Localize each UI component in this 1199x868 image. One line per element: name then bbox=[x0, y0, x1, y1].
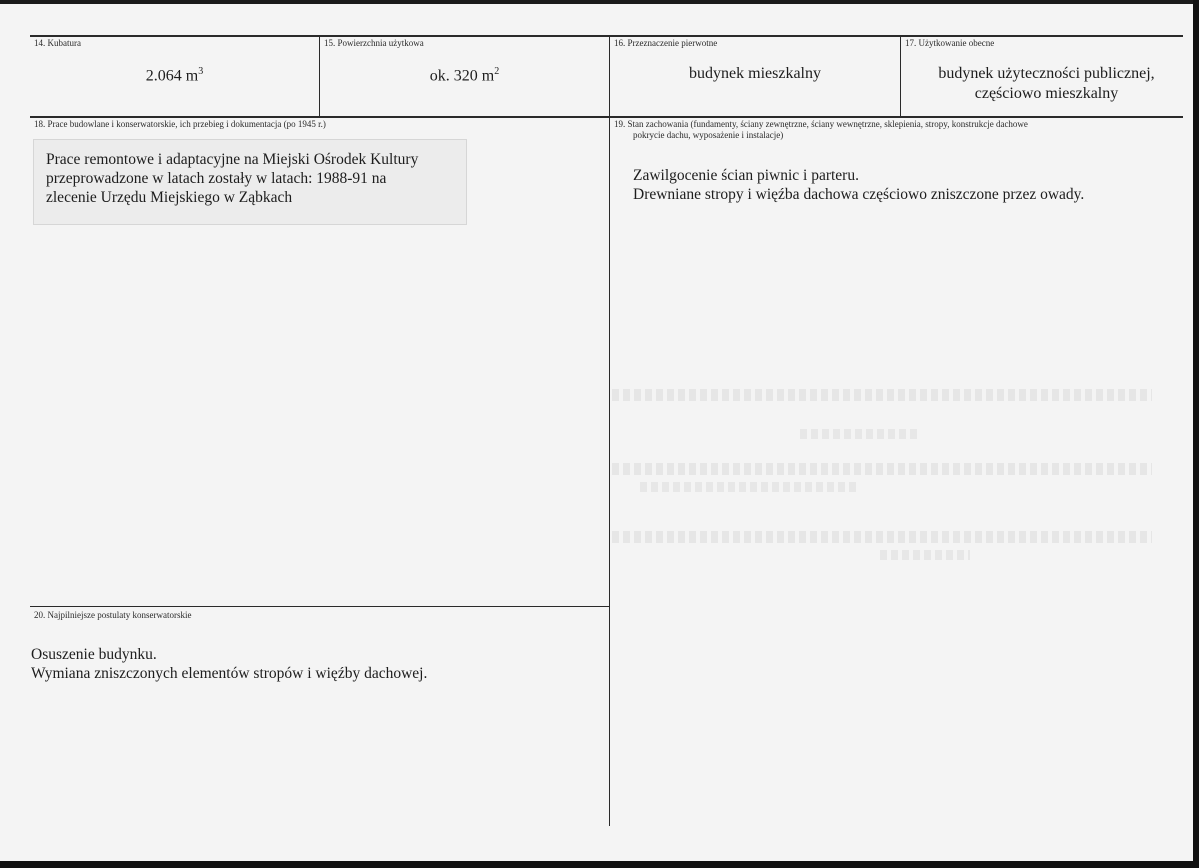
powierzchnia-label: 15. Powierzchnia użytkowa bbox=[324, 38, 424, 48]
uzytkowanie-value-line1: budynek użyteczności publicznej, bbox=[938, 65, 1155, 82]
kubatura-label: 14. Kubatura bbox=[34, 38, 81, 48]
show-through-mark bbox=[880, 550, 970, 560]
postulaty-line-1: Osuszenie budynku. bbox=[31, 646, 157, 663]
uzytkowanie-value-line2: częściowo mieszkalny bbox=[974, 85, 1119, 102]
stan-line-1: Zawilgocenie ścian piwnic i parteru. bbox=[633, 167, 859, 184]
scan-edge-bottom bbox=[0, 861, 1199, 868]
show-through-mark bbox=[640, 482, 860, 492]
postulaty-label: 20. Najpilniejsze postulaty konserwatorskie bbox=[34, 610, 192, 620]
divider-main-vertical bbox=[609, 36, 610, 826]
przeznaczenie-value: budynek mieszkalny bbox=[689, 65, 821, 82]
show-through-mark bbox=[612, 531, 1152, 543]
przeznaczenie-label: 16. Przeznaczenie pierwotne bbox=[614, 38, 718, 48]
powierzchnia-value: ok. 320 $m^2$ bbox=[429, 66, 500, 85]
uzytkowanie-label: 17. Użytkowanie obecne bbox=[905, 38, 995, 48]
divider-18-20 bbox=[30, 606, 610, 607]
show-through-mark bbox=[612, 463, 1152, 475]
document-sheet bbox=[0, 4, 1193, 861]
stan-line-2: Drewniane stropy i więźba dachowa częściowo zniszczone przez owady. bbox=[633, 186, 1085, 203]
header-top-rule bbox=[30, 35, 1183, 37]
postulaty-line-2: Wymiana zniszczonych elementów stropów i więźby dachowej. bbox=[31, 665, 428, 682]
header-bottom-rule bbox=[30, 116, 1183, 118]
prace-line-3: zlecenie Urzędu Miejskiego w Ząbkach bbox=[46, 189, 293, 206]
kubatura-value: 2.064 $m^3$ bbox=[145, 66, 204, 85]
show-through-mark bbox=[612, 389, 1152, 401]
stan-label-line2: pokrycie dachu, wyposażenie i instalacje) bbox=[633, 130, 784, 140]
prace-label: 18. Prace budowlane i konserwatorskie, ich przebieg i dokumentacja (po 1945 r.) bbox=[34, 119, 326, 129]
scan-edge-right bbox=[1193, 0, 1199, 868]
stan-label-line1: 19. Stan zachowania (fundamenty, ściany zewnętrzne, ściany wewnętrzne, sklepienia, stropy, konstrukcje dachowe bbox=[614, 119, 1028, 129]
show-through-mark bbox=[800, 429, 920, 439]
prace-line-1: Prace remontowe i adaptacyjne na Miejski Ośrodek Kultury bbox=[46, 151, 419, 168]
prace-line-2: przeprowadzone w latach zostały w latach: 1988-91 na bbox=[46, 170, 387, 187]
